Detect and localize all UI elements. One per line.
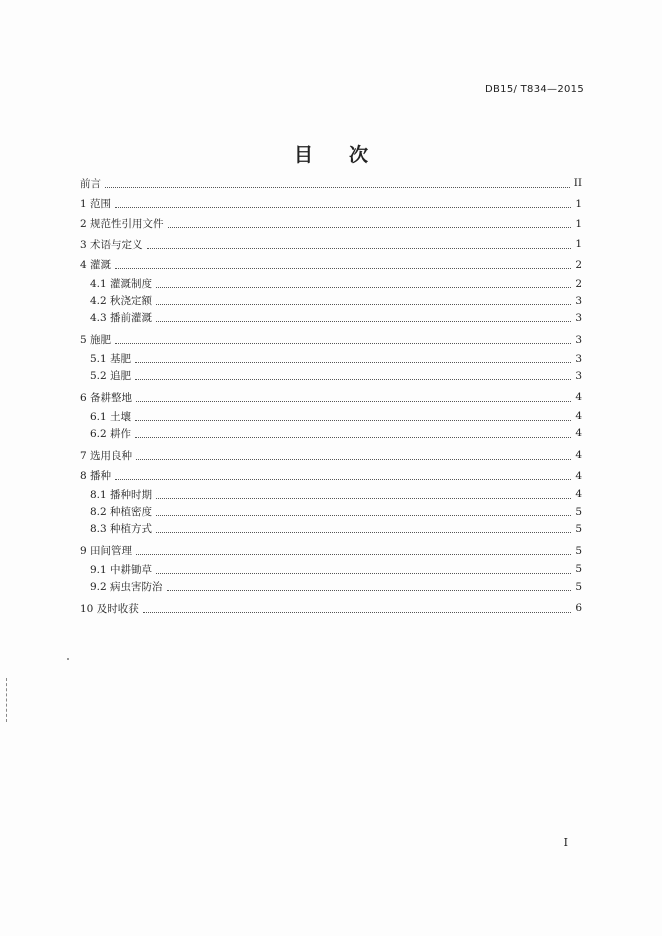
toc-entry-page: 3 bbox=[575, 369, 582, 382]
toc-leader-dots bbox=[156, 497, 571, 499]
toc-entry-page: 1 bbox=[575, 197, 582, 210]
toc-entry-page: 5 bbox=[575, 544, 582, 557]
toc-entry-page: 3 bbox=[575, 333, 582, 346]
toc-entry-label: 8 播种 bbox=[80, 468, 115, 483]
toc-subentry[interactable] bbox=[80, 350, 582, 367]
toc-entry-label: 8.1 播种时期 bbox=[90, 487, 156, 502]
toc-entry-label: 8.3 种植方式 bbox=[90, 521, 156, 536]
toc-entry-page: 3 bbox=[575, 311, 582, 324]
toc-entry-label: 8.2 种植密度 bbox=[90, 504, 156, 519]
page-title: 目次 bbox=[293, 144, 404, 166]
toc-entry-page: 1 bbox=[575, 238, 582, 251]
toc-entry[interactable] bbox=[80, 193, 582, 213]
toc-leader-dots bbox=[156, 286, 571, 288]
toc-subentry[interactable] bbox=[80, 275, 582, 292]
toc-entry[interactable] bbox=[80, 255, 582, 275]
toc-leader-dots bbox=[156, 572, 571, 574]
toc-entry-label: 6.1 土壤 bbox=[90, 409, 135, 424]
toc-entry[interactable] bbox=[80, 540, 582, 560]
toc-entry-label: 4 灌溉 bbox=[80, 257, 115, 272]
toc-entry-page: 4 bbox=[575, 427, 582, 440]
toc-entry-page: 5 bbox=[575, 522, 582, 535]
toc-leader-dots bbox=[168, 226, 572, 228]
toc-leader-dots bbox=[136, 400, 571, 402]
toc-entry-label: 4.1 灌溉制度 bbox=[90, 276, 156, 291]
toc-entry[interactable] bbox=[80, 598, 582, 618]
toc-leader-dots bbox=[156, 303, 571, 305]
toc-entry[interactable] bbox=[80, 445, 582, 465]
toc-leader-dots bbox=[115, 206, 571, 208]
toc-entry-label: 5.2 追肥 bbox=[90, 368, 135, 383]
toc-entry-label: 9 田间管理 bbox=[80, 543, 136, 558]
toc-leader-dots bbox=[135, 378, 571, 380]
toc-leader-dots bbox=[115, 342, 571, 344]
toc-subentry[interactable] bbox=[80, 309, 582, 329]
scan-speck bbox=[67, 658, 69, 660]
toc-entry-label: 前言 bbox=[80, 176, 105, 191]
toc-entry-page: 2 bbox=[575, 258, 582, 271]
page-number: I bbox=[563, 836, 568, 849]
toc-entry-page: 4 bbox=[575, 391, 582, 404]
toc-subentry[interactable] bbox=[80, 520, 582, 540]
toc-leader-dots bbox=[156, 320, 571, 322]
toc-subentry[interactable] bbox=[80, 292, 582, 309]
toc-subentry[interactable] bbox=[80, 408, 582, 425]
toc-entry-label: 7 选用良种 bbox=[80, 448, 136, 463]
toc-leader-dots bbox=[135, 436, 571, 438]
toc-entry-label: 9.1 中耕锄草 bbox=[90, 562, 156, 577]
toc-entry-page: 4 bbox=[575, 449, 582, 462]
toc-subentry[interactable] bbox=[80, 486, 582, 503]
toc-entry-page: 5 bbox=[575, 580, 582, 593]
toc-entry-label: 9.2 病虫害防治 bbox=[90, 579, 167, 594]
toc-entry[interactable] bbox=[80, 214, 582, 234]
standard-code: DB15/ T834—2015 bbox=[485, 84, 584, 95]
toc-entry-page: 4 bbox=[575, 410, 582, 423]
toc-leader-dots bbox=[105, 186, 570, 188]
toc-leader-dots bbox=[136, 458, 571, 460]
toc-subentry[interactable] bbox=[80, 503, 582, 520]
toc-leader-dots bbox=[167, 589, 572, 591]
toc-entry[interactable] bbox=[80, 330, 582, 350]
toc-entry[interactable] bbox=[80, 387, 582, 407]
toc-entry-page: 3 bbox=[575, 294, 582, 307]
toc-leader-dots bbox=[135, 361, 571, 363]
toc-entry-page: 3 bbox=[575, 352, 582, 365]
toc-entry-label: 4.3 播前灌溉 bbox=[90, 310, 156, 325]
toc-entry-page: 4 bbox=[575, 469, 582, 482]
toc-subentry[interactable] bbox=[80, 367, 582, 387]
toc-entry-page: 2 bbox=[575, 277, 582, 290]
toc-entry-page: 6 bbox=[575, 602, 582, 615]
toc-entry-page: 5 bbox=[575, 563, 582, 576]
toc-entry-page: 5 bbox=[575, 505, 582, 518]
toc-entry-label: 6 备耕整地 bbox=[80, 390, 136, 405]
toc-leader-dots bbox=[115, 267, 571, 269]
toc-subentry[interactable] bbox=[80, 578, 582, 598]
toc-leader-dots bbox=[143, 611, 572, 613]
toc-entry[interactable] bbox=[80, 465, 582, 485]
toc-entry-page: II bbox=[573, 177, 582, 190]
toc-entry-label: 6.2 耕作 bbox=[90, 426, 135, 441]
toc-leader-dots bbox=[135, 419, 571, 421]
toc-entry-page: 4 bbox=[575, 488, 582, 501]
toc-entry-page: 1 bbox=[575, 217, 582, 230]
toc-leader-dots bbox=[136, 553, 571, 555]
toc-entry[interactable] bbox=[80, 234, 582, 254]
toc-subentry[interactable] bbox=[80, 425, 582, 445]
table-of-contents bbox=[80, 173, 582, 619]
toc-subentry[interactable] bbox=[80, 561, 582, 578]
toc-entry-label: 2 规范性引用文件 bbox=[80, 216, 168, 231]
toc-leader-dots bbox=[147, 247, 572, 249]
toc-leader-dots bbox=[115, 478, 571, 480]
scan-margin-mark bbox=[6, 678, 8, 722]
toc-leader-dots bbox=[156, 531, 571, 533]
toc-entry-label: 5.1 基肥 bbox=[90, 351, 135, 366]
toc-entry-label: 1 范围 bbox=[80, 196, 115, 211]
toc-leader-dots bbox=[156, 514, 571, 516]
toc-entry-label: 3 术语与定义 bbox=[80, 237, 147, 252]
toc-entry-label: 4.2 秋浇定额 bbox=[90, 293, 156, 308]
toc-entry-label: 5 施肥 bbox=[80, 332, 115, 347]
toc-entry[interactable] bbox=[80, 173, 582, 193]
toc-entry-label: 10 及时收获 bbox=[80, 601, 143, 616]
